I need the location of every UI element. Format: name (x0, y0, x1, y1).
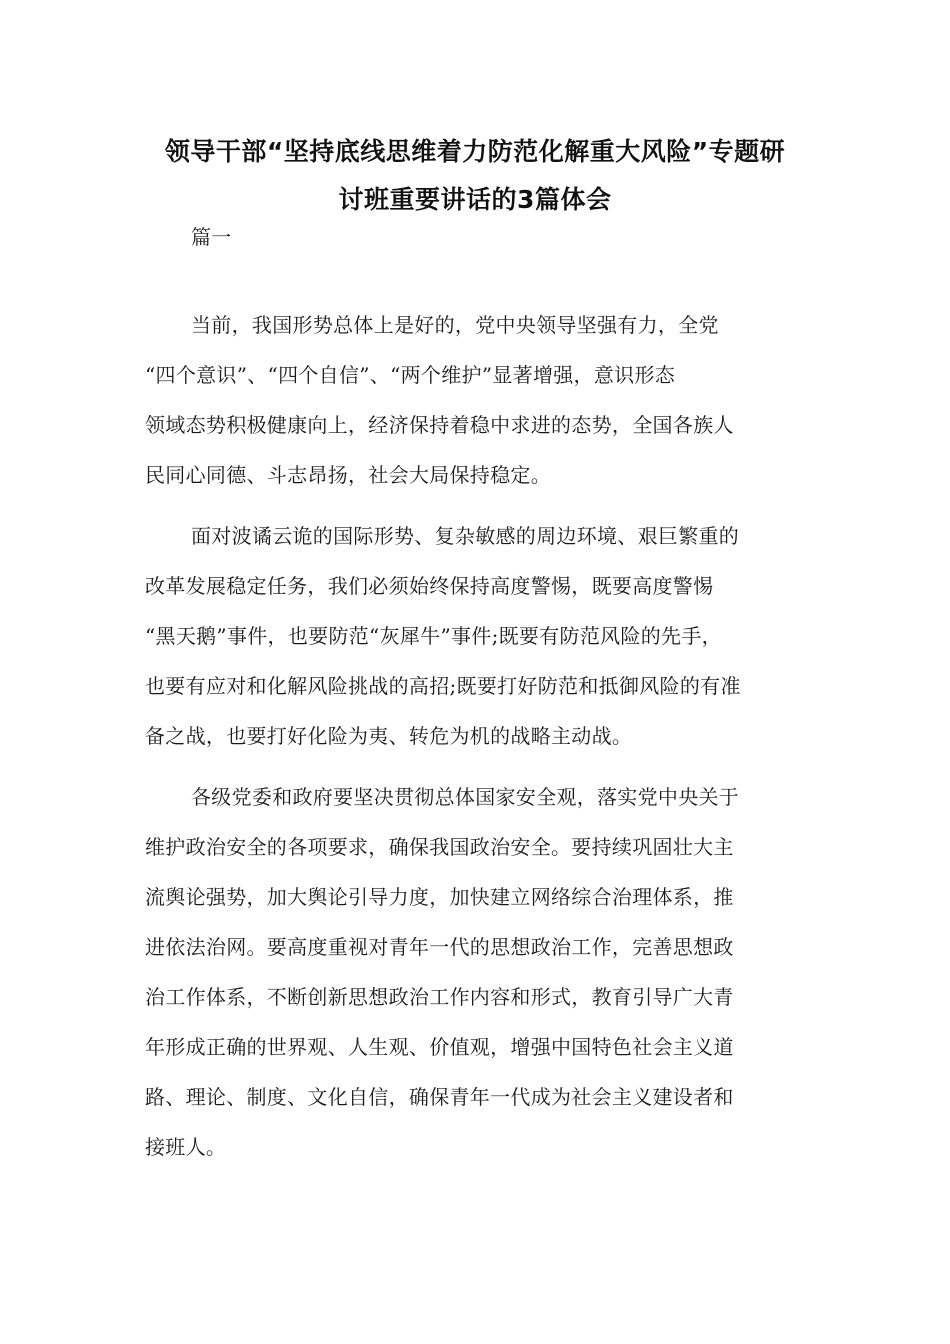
section-label: 篇一 (191, 225, 232, 249)
paragraph-line: 年形成正确的世界观、人生观、价值观，增强中国特色社会主义道 (145, 1035, 734, 1059)
paragraph-line: 流舆论强势，加大舆论引导力度，加快建立网络综合治理体系，推 (145, 885, 734, 909)
paragraph-line: 面对波谲云诡的国际形势、复杂敏感的周边环境、艰巨繁重的 (191, 524, 740, 548)
paragraph-line: 民同心同德、斗志昂扬，社会大局保持稳定。 (145, 463, 551, 487)
paragraph-line: 进依法治网。要高度重视对青年一代的思想政治工作，完善思想政 (145, 935, 734, 959)
paragraph-line: 备之战，也要打好化险为夷、转危为机的战略主动战。 (145, 724, 633, 748)
paragraph-line: 也要有应对和化解风险挑战的高招;既要打好防范和抵御风险的有准 (145, 674, 741, 698)
paragraph-line: 治工作体系，不断创新思想政治工作内容和形式，教育引导广大青 (145, 985, 734, 1009)
paragraph-line: “四个意识”、“四个自信”、“两个维护”显著增强，意识形态 (145, 363, 676, 387)
paragraph-line: 接班人。 (145, 1135, 227, 1159)
paragraph-line: 改革发展稳定任务，我们必须始终保持高度警惕，既要高度警惕 (145, 574, 714, 598)
paragraph-line: 各级党委和政府要坚决贯彻总体国家安全观，落实党中央关于 (191, 785, 740, 809)
document-title-line-1: 领导干部“坚持底线思维着力防范化解重大风险”专题研 (164, 137, 786, 166)
document-title-line-2: 讨班重要讲话的3篇体会 (338, 185, 612, 214)
paragraph-line: 维护政治安全的各项要求，确保我国政治安全。要持续巩固壮大主 (145, 835, 734, 859)
paragraph-line: 当前，我国形势总体上是好的，党中央领导坚强有力，全党 (191, 313, 719, 337)
paragraph-line: “黑天鹅”事件，也要防范“灰犀牛”事件;既要有防范风险的先手， (145, 624, 722, 648)
paragraph-line: 领域态势积极健康向上，经济保持着稳中求进的态势，全国各族人 (145, 413, 734, 437)
paragraph-line: 路、理论、制度、文化自信，确保青年一代成为社会主义建设者和 (145, 1085, 734, 1109)
